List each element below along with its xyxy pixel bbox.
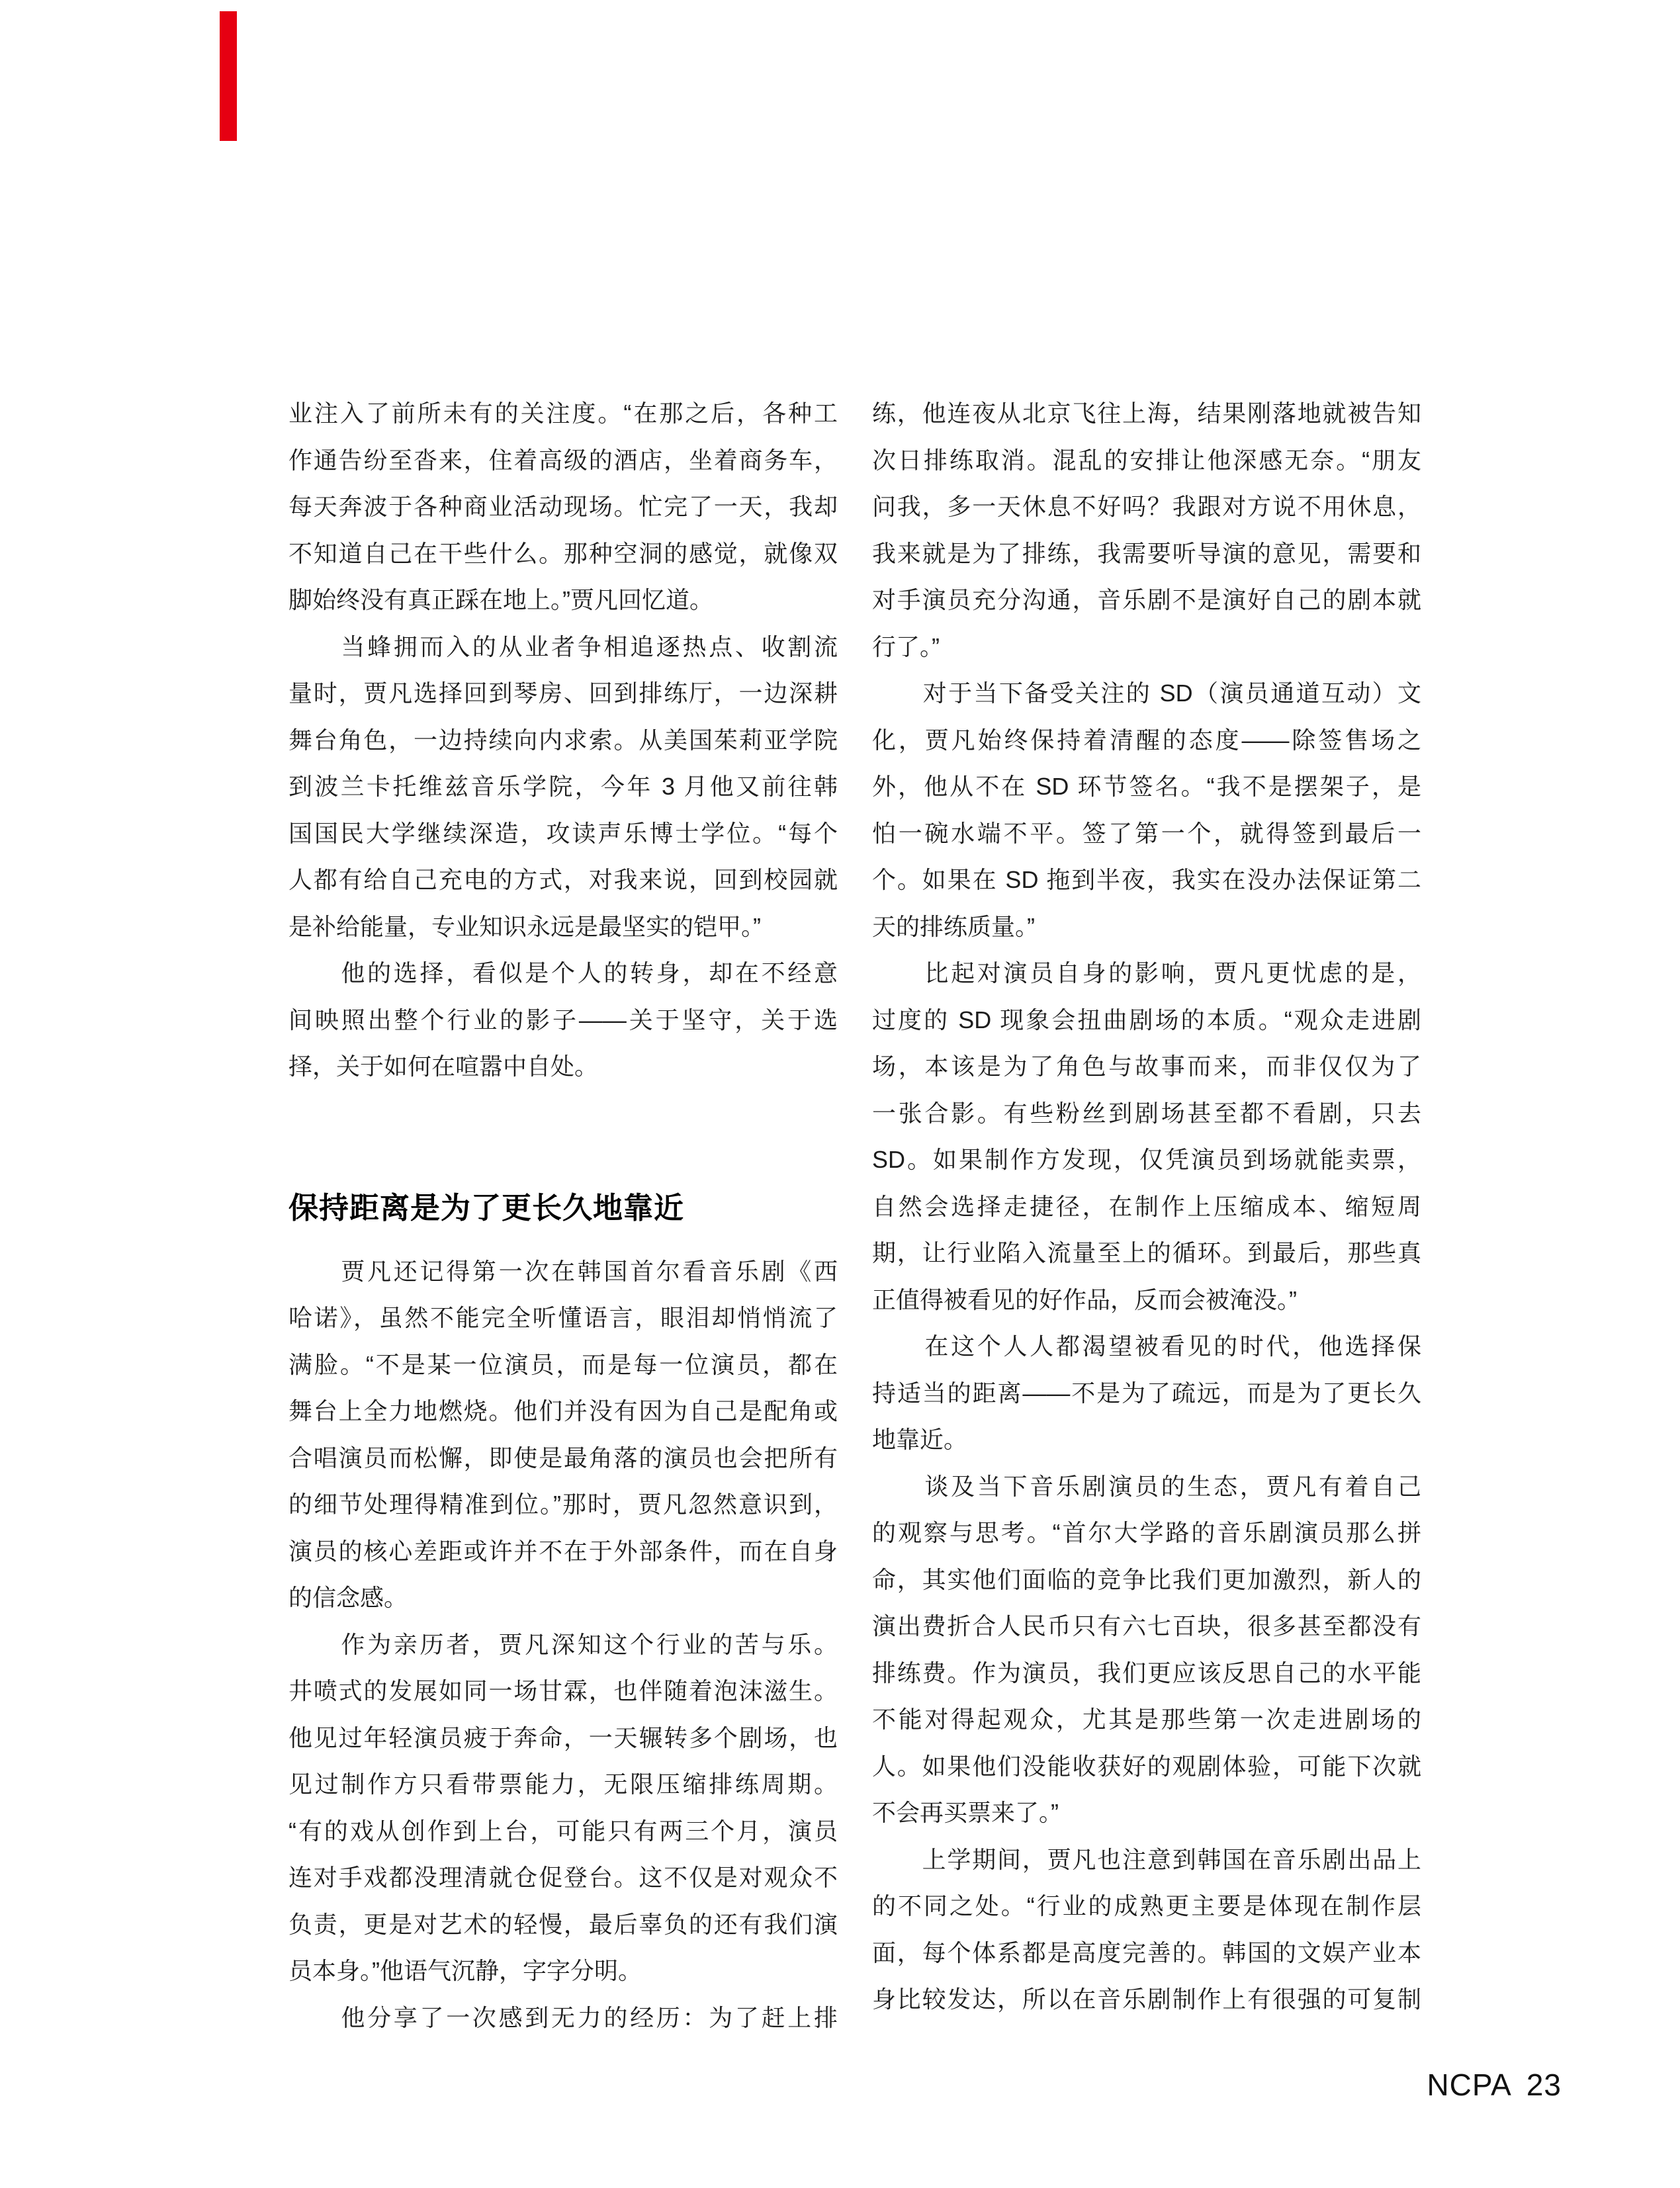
text-line: 练，他连夜从北京飞往上海，结果刚落地就被告知 [872, 400, 1421, 427]
text-line: 过度的 SD 现象会扭曲剧场的本质。“观众走进剧 [872, 1006, 1421, 1033]
text-line: 业注入了前所未有的关注度。“在那之后，各种工 [288, 400, 838, 427]
text-line: 的观察与思考。“首尔大学路的音乐剧演员那么拼 [872, 1519, 1421, 1546]
text-line: 对于当下备受关注的 SD（演员通道互动）文 [872, 679, 1421, 707]
text-line: 的信念感。 [288, 1584, 408, 1611]
text-line: 择，关于如何在喧嚣中自处。 [288, 1053, 599, 1080]
text-line: 贾凡还记得第一次在韩国首尔看音乐剧《西 [288, 1257, 838, 1285]
text-line: 哈诺》，虽然不能完全听懂语言，眼泪却悄悄流了 [288, 1304, 838, 1331]
text-line: 地靠近。 [872, 1426, 968, 1453]
text-line: 命，其实他们面临的竞争比我们更加激烈，新人的 [872, 1565, 1421, 1593]
text-line: 个。如果在 SD 拖到半夜，我实在没办法保证第二 [872, 866, 1421, 893]
text-line: 量时，贾凡选择回到琴房、回到排练厅，一边深耕 [288, 679, 838, 707]
text-line: 井喷式的发展如同一场甘霖，也伴随着泡沫滋生。 [288, 1677, 838, 1704]
text-line: 脚始终没有真正踩在地上。”贾凡回忆道。 [288, 586, 713, 613]
left-column-block2 [288, 1248, 838, 2042]
text-line: 在这个人人都渴望被看见的时代，他选择保 [872, 1333, 1421, 1360]
text-line: 合唱演员而松懈，即使是最角落的演员也会把所有 [288, 1444, 838, 1471]
text-line: 演员的核心差距或许并不在于外部条件，而在自身 [288, 1537, 838, 1565]
page-number: 23 [1526, 2068, 1562, 2102]
text-line: 他的选择，看似是个人的转身，却在不经意 [288, 959, 838, 986]
text-line: 间映照出整个行业的影子——关于坚守，关于选 [288, 1006, 838, 1033]
text-line: 当蜂拥而入的从业者争相追逐热点、收割流 [288, 633, 838, 660]
red-accent-bar [220, 11, 237, 141]
text-line: 作通告纷至沓来，住着高级的酒店，坐着商务车， [288, 446, 838, 474]
text-line: 的细节处理得精准到位。”那时，贾凡忽然意识到， [288, 1491, 838, 1518]
text-line: 期，让行业陷入流量至上的循环。到最后，那些真 [872, 1239, 1421, 1266]
text-line: 是补给能量，专业知识永远是最坚实的铠甲。” [288, 912, 761, 940]
text-line: 连对手戏都没理清就仓促登台。这不仅是对观众不 [288, 1864, 838, 1891]
text-line: 身比较发达，所以在音乐剧制作上有很强的可复制 [872, 1986, 1421, 2013]
text-line: 自然会选择走捷径，在制作上压缩成本、缩短周 [872, 1192, 1421, 1220]
text-line: 正值得被看见的好作品，反而会被淹没。” [872, 1286, 1297, 1313]
section-heading: 保持距离是为了更长久地靠近 [288, 1190, 685, 1225]
text-line: 化，贾凡始终保持着清醒的态度——除签售场之 [872, 726, 1421, 754]
left-text-column [288, 390, 838, 2041]
right-column-block [872, 390, 1421, 2023]
text-line: 行了。” [872, 633, 940, 660]
text-line: 持适当的距离——不是为了疏远，而是为了更长久 [872, 1379, 1421, 1407]
text-line: 舞台上全力地燃烧。他们并没有因为自己是配角或 [288, 1397, 838, 1424]
text-line: 排练费。作为演员，我们更应该反思自己的水平能 [872, 1659, 1421, 1686]
text-line: 每天奔波于各种商业活动现场。忙完了一天，我却 [288, 493, 838, 520]
text-line: 场，本该是为了角色与故事而来，而非仅仅为了 [872, 1053, 1421, 1080]
text-line: 谈及当下音乐剧演员的生态，贾凡有着自己 [872, 1472, 1421, 1500]
text-line: 怕一碗水端不平。签了第一个，就得签到最后一 [872, 819, 1421, 847]
text-line: 到波兰卡托维兹音乐学院，今年 3 月他又前往韩 [288, 773, 838, 800]
text-line: 人都有给自己充电的方式，对我来说，回到校园就 [288, 866, 838, 893]
text-line: 人。如果他们没能收获好的观剧体验，可能下次就 [872, 1752, 1421, 1780]
text-line: 国国民大学继续深造，攻读声乐博士学位。“每个 [288, 819, 838, 847]
text-line: SD。如果制作方发现，仅凭演员到场就能卖票， [872, 1146, 1421, 1173]
text-line: 天的排练质量。” [872, 912, 1035, 940]
text-line: 比起对演员自身的影响，贾凡更忧虑的是， [872, 959, 1421, 986]
left-column-block1 [288, 390, 838, 1090]
text-line: 不知道自己在干些什么。那种空洞的感觉，就像双 [288, 539, 838, 567]
text-line: 外，他从不在 SD 环节签名。“我不是摆架子，是 [872, 773, 1421, 800]
text-line: 员本身。”他语气沉静，字字分明。 [288, 1957, 642, 1984]
text-line: 面，每个体系都是高度完善的。韩国的文娱产业本 [872, 1939, 1421, 1966]
text-line: 次日排练取消。混乱的安排让他深感无奈。“朋友 [872, 446, 1421, 474]
text-line: 不能对得起观众，尤其是那些第一次走进剧场的 [872, 1706, 1421, 1733]
text-line: 不会再买票来了。” [872, 1799, 1059, 1826]
text-line: 一张合影。有些粉丝到剧场甚至都不看剧，只去 [872, 1099, 1421, 1127]
page-footer [1427, 2070, 1562, 2100]
text-line: 作为亲历者，贾凡深知这个行业的苦与乐。 [288, 1630, 838, 1658]
text-line: 舞台角色，一边持续向内求索。从美国茱莉亚学院 [288, 726, 838, 754]
right-text-column [872, 390, 1421, 2023]
text-line: 见过制作方只看带票能力，无限压缩排练周期。 [288, 1771, 838, 1798]
text-line: 对手演员充分沟通，音乐剧不是演好自己的剧本就 [872, 586, 1421, 613]
text-line: 演出费折合人民币只有六七百块，很多甚至都没有 [872, 1612, 1421, 1640]
text-line: 上学期间，贾凡也注意到韩国在音乐剧出品上 [872, 1845, 1421, 1873]
text-line: “有的戏从创作到上台，可能只有两三个月，演员 [288, 1817, 838, 1845]
text-line: 问我，多一天休息不好吗？我跟对方说不用休息， [872, 493, 1421, 520]
magazine-brand: NCPA [1427, 2068, 1512, 2102]
text-line: 我来就是为了排练，我需要听导演的意见，需要和 [872, 539, 1421, 567]
text-line: 满脸。“不是某一位演员，而是每一位演员，都在 [288, 1350, 838, 1378]
text-line: 负责，更是对艺术的轻慢，最后辜负的还有我们演 [288, 1910, 838, 1938]
text-line: 他分享了一次感到无力的经历：为了赶上排 [288, 2003, 838, 2031]
text-line: 的不同之处。“行业的成熟更主要是体现在制作层 [872, 1892, 1421, 1919]
text-line: 他见过年轻演员疲于奔命，一天辗转多个剧场，也 [288, 1724, 838, 1751]
